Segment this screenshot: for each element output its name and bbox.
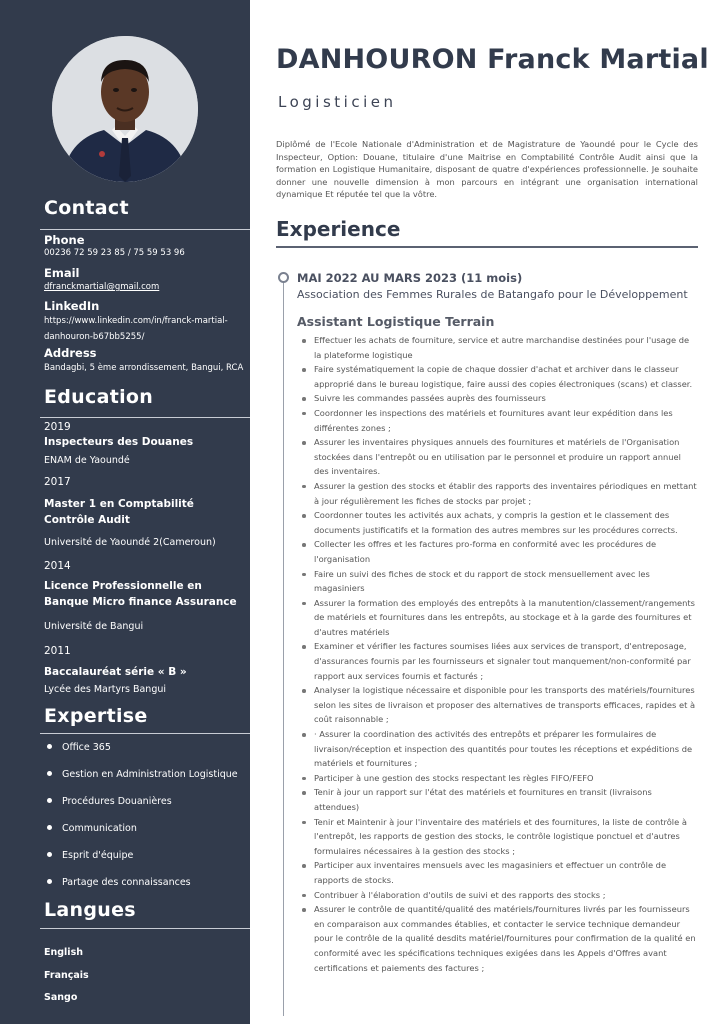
duty-item: Collecter les offres et les factures pro-forma en conformité avec les procédures de l'organisation (298, 537, 698, 566)
expertise-item (47, 850, 133, 861)
expertise-item-label: Gestion en Administration Logistique (62, 769, 238, 780)
duty-item: Tenir à jour un rapport sur l'état des matériels et fournitures en transit (livraisons attendues) (298, 785, 698, 814)
language-item: English (44, 947, 83, 958)
expertise-item (47, 769, 238, 780)
education-year: 2019 (44, 421, 71, 433)
portrait-image (52, 36, 198, 182)
languages-divider (40, 928, 250, 929)
duty-item: Analyser la logistique nécessaire et disponible pour les transports des matériels/fournitures selon les sites de livraison et proposer des alternatives de transports efficaces, rapides et à coût raisonnable ; (298, 683, 698, 727)
experience-divider (276, 246, 698, 248)
education-school: Université de Yaoundé 2(Cameroun) (44, 537, 216, 548)
email-link[interactable]: dfranckmartial@gmail.com (44, 282, 160, 292)
education-school: ENAM de Yaoundé (44, 455, 130, 466)
phone-value: 00236 72 59 23 85 / 75 59 53 96 (44, 248, 185, 258)
expertise-item-label: Esprit d'équipe (62, 850, 134, 861)
expertise-item (47, 823, 137, 834)
duty-item: Contribuer à l'élaboration d'outils de suivi et des rapports des stocks ; (298, 888, 698, 903)
duty-item: Faire un suivi des fiches de stock et du rapport de stock mensuellement avec les magasiniers (298, 567, 698, 596)
expertise-heading: Expertise (44, 705, 148, 727)
linkedin-url-line-1: https://www.linkedin.com/in/franck-martial- (44, 316, 228, 326)
education-degree: Licence Professionnelle en Banque Micro finance Assurance (44, 580, 237, 608)
duty-item: Examiner et vérifier les factures soumises liées aux services de transport, d'entreposage, d'assurances fournis par les fournisseurs et signaler tout manquement/non-conformité par rapport aux services fournis et facturés ; (298, 639, 698, 683)
duty-item: Tenir et Maintenir à jour l'inventaire des matériels et des fournitures, la liste de contrôle à l'entrepôt, les rapports de gestion des stocks, le contrôle logistique ponctuel et d'autres formulaires nécessaires à la gestion des stocks ; (298, 815, 698, 859)
sidebar (0, 0, 250, 1024)
duty-item: · Assurer la coordination des activités des entrepôts et préparer les formulaires de livraison/réception et inspection des quantités pour toutes les réceptions et expéditions de matériels et fournitures ; (298, 727, 698, 771)
duty-item: Participer aux inventaires mensuels avec les magasiniers et effectuer un contrôle de rapports de stocks. (298, 858, 698, 887)
bullet-icon (47, 771, 52, 776)
email-label: Email (44, 266, 80, 280)
expertise-item-label: Office 365 (62, 742, 111, 753)
duty-item: Coordonner toutes les activités aux achats, y compris la gestion et le classement des documents justificatifs et la formation des autres membres sur les procédures corrects. (298, 508, 698, 537)
linkedin-link[interactable] (44, 313, 249, 345)
expertise-item-label: Partage des connaissances (62, 877, 191, 888)
education-divider (40, 417, 250, 418)
expertise-item (47, 877, 191, 888)
duty-item: Faire systématiquement la copie de chaque dossier d'achat et archiver dans le classeur approprié dans le bureau logistique, faire aussi des copies électroniques (scans) et classer. (298, 362, 698, 391)
expertise-divider (40, 733, 250, 734)
expertise-item-label: Procédures Douanières (62, 796, 172, 807)
duty-item: Assurer la formation des employés des entrepôts à la manutention/classement/rangements de matériels et fournitures dans les entrepôts, au stockage et à la garde des fournitures et d'autres matériels (298, 596, 698, 640)
job-title: Logisticien (278, 93, 397, 111)
bullet-icon (47, 798, 52, 803)
address-label: Address (44, 346, 97, 360)
education-degree: Baccalauréat série « B » (44, 666, 187, 678)
bullet-icon (47, 744, 52, 749)
profile-summary: Diplômé de l'Ecole Nationale d'Administration et de Magistrature de Yaoundé pour le Cycle des Inspecteur, Option: Douane, titulaire d'une Maitrise en Comptabilité Contrôle Audit ainsi que la formation en Logistique Humanitaire, disposant de quatre d'expériences professionnelle. Je souhaite donner une nouvelle dimension à mon parcours en intégrant une organisation international dynamique Et réputée tel que la vôtre. (276, 139, 698, 200)
duty-item: Participer à une gestion des stocks respectant les règles FIFO/FEFO (298, 771, 698, 786)
education-school: Université de Bangui (44, 621, 144, 632)
phone-label: Phone (44, 233, 85, 247)
experience-period: MAI 2022 AU MARS 2023 (11 mois) (297, 271, 523, 285)
education-year: 2017 (44, 476, 71, 488)
language-item: Français (44, 970, 89, 981)
education-degree: Inspecteurs des Douanes (44, 436, 194, 448)
education-degree: Master 1 en Comptabilité Contrôle Audit (44, 498, 194, 526)
linkedin-url-line-2: danhouron-b67bb5255/ (44, 332, 145, 342)
duty-item: Coordonner les inspections des matériels et fournitures avant leur expédition dans les différentes zones ; (298, 406, 698, 435)
duty-item: Assurer la gestion des stocks et établir des rapports des inventaires périodiques en mettant à jour régulièrement les fiches de stocks par projet ; (298, 479, 698, 508)
bullet-icon (47, 879, 52, 884)
profile-photo (52, 36, 198, 182)
experience-role: Assistant Logistique Terrain (297, 314, 495, 329)
expertise-item (47, 742, 111, 753)
education-year: 2011 (44, 645, 71, 657)
duties-list (298, 333, 698, 975)
timeline-line (283, 281, 284, 1016)
duty-item: Assurer les inventaires physiques annuels des fournitures et matériels de l'Organisation stockées dans l'entrepôt ou en utilisation par le personnel et produire un rapport annuel des inventaires. (298, 435, 698, 479)
address-value: Bandagbi, 5 ème arrondissement, Bangui, RCA (44, 363, 244, 373)
languages-heading: Langues (44, 899, 136, 921)
language-item: Sango (44, 992, 78, 1003)
experience-organization: Association des Femmes Rurales de Batangafo pour le Développement (297, 288, 688, 301)
experience-heading: Experience (276, 217, 401, 241)
duty-item: Suivre les commandes passées auprès des fournisseurs (298, 391, 698, 406)
expertise-item (47, 796, 172, 807)
timeline-marker-icon (278, 272, 289, 283)
education-heading: Education (44, 386, 154, 408)
duty-item: Assurer le contrôle de quantité/qualité des matériels/fournitures livrés par les fournisseurs en comparaison aux commandes établies, et contacter le service technique demandeur pour le contrôle de la qualité desdits matériel/fournitures pour confirmation de la qualité en conformité avec les spécifications techniques exigées dans les Appels d'Offres avant certifications et paiements des factures ; (298, 902, 698, 975)
candidate-name: DANHOURON Franck Martial (276, 44, 709, 75)
bullet-icon (47, 852, 52, 857)
contact-heading: Contact (44, 197, 129, 219)
expertise-item-label: Communication (62, 823, 137, 834)
duty-item: Effectuer les achats de fourniture, service et autre marchandise destinées pour l'usage de la plateforme logistique (298, 333, 698, 362)
contact-divider (40, 229, 250, 230)
linkedin-label: LinkedIn (44, 299, 100, 313)
education-year: 2014 (44, 560, 71, 572)
education-school: Lycée des Martyrs Bangui (44, 684, 167, 695)
bullet-icon (47, 825, 52, 830)
